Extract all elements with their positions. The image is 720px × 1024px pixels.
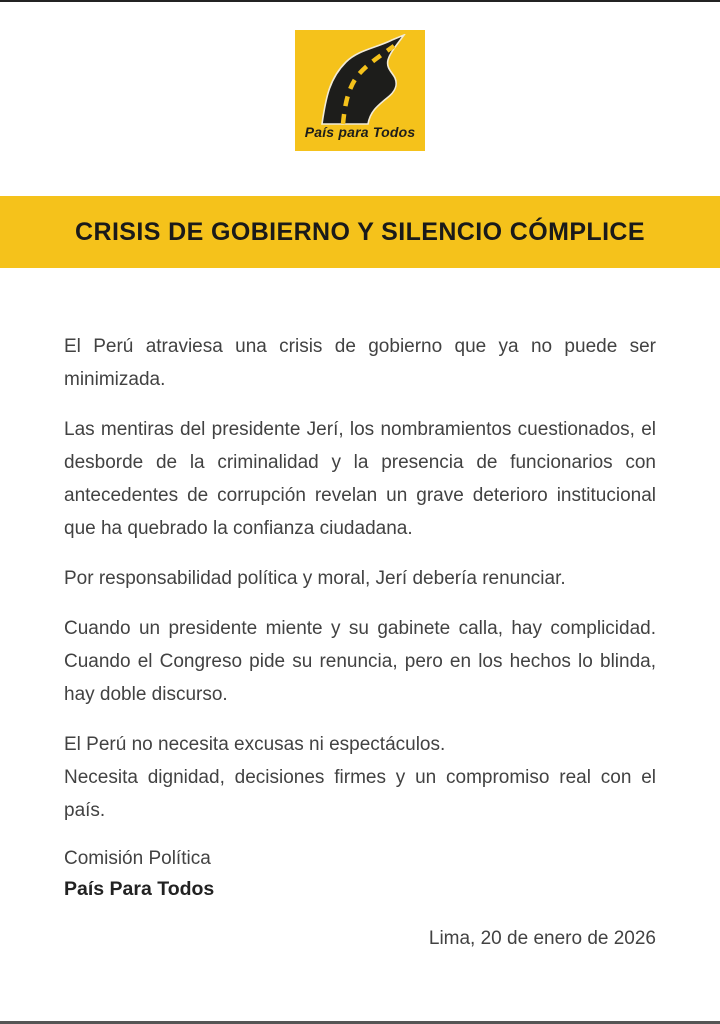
top-edge-bar bbox=[0, 0, 720, 2]
statement-title: CRISIS DE GOBIERNO Y SILENCIO CÓMPLICE bbox=[75, 217, 645, 246]
party-logo bbox=[295, 30, 425, 151]
logo-container bbox=[0, 0, 720, 151]
paragraph-crisis: El Perú atraviesa una crisis de gobierno que ya no puede ser minimizada. bbox=[64, 336, 656, 390]
signature-block bbox=[64, 844, 656, 905]
signature-party: País Para Todos bbox=[64, 878, 215, 900]
signature-role: Comisión Política bbox=[64, 848, 211, 869]
closing-line-1: El Perú no necesita excusas ni espectáculos. bbox=[64, 734, 446, 755]
paragraph-responsabilidad: Por responsabilidad política y moral, Jerí debería renunciar. bbox=[64, 568, 566, 589]
title-banner bbox=[0, 196, 720, 268]
winding-road-icon bbox=[308, 34, 412, 126]
statement-body bbox=[0, 330, 720, 955]
paragraph-complicidad: Cuando un presidente miente y su gabinete calla, hay complicidad. Cuando el Congreso pide su renuncia, pero en los hechos lo blinda, hay doble discurso. bbox=[64, 618, 656, 705]
dateline: Lima, 20 de enero de 2026 bbox=[428, 928, 656, 949]
paragraph-cierre bbox=[64, 728, 656, 827]
logo-text: País para Todos bbox=[304, 124, 416, 140]
paragraph-mentiras: Las mentiras del presidente Jerí, los nombramientos cuestionados, el desborde de la criminalidad y la presencia de funcionarios con antecedentes de corrupción revelan un grave deterioro institucional que ha quebrado la confianza ciudadana. bbox=[64, 419, 656, 539]
closing-line-2: Necesita dignidad, decisiones firmes y un compromiso real con el país. bbox=[64, 767, 656, 821]
